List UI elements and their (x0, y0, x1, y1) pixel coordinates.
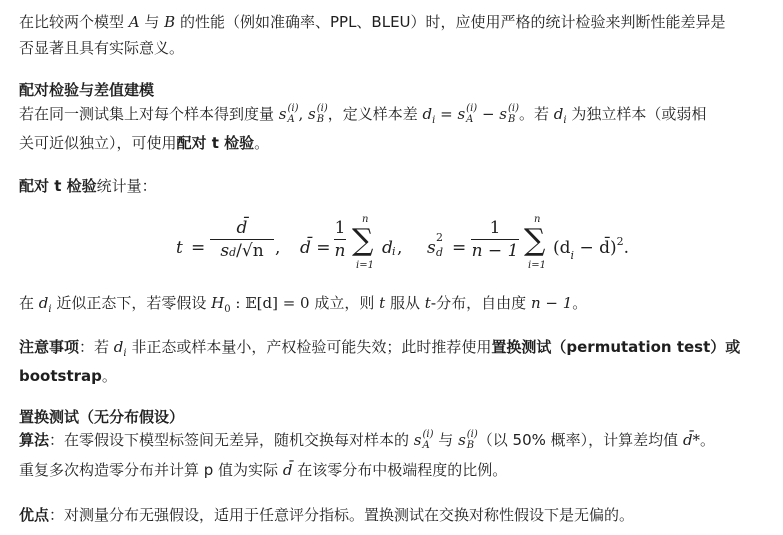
heading-paired-test: 配对检验与差值建模 (19, 81, 155, 99)
math-B: B (164, 13, 176, 31)
fraction-1-over-n-minus-1: 1 n − 1 (471, 218, 519, 261)
notes-line-1: 注意事项：若 $d_i$ 非正态或样本量小，产权检验可能失效；此时推荐使用置换测试（permutation test）或 (19, 338, 741, 359)
paired-para-line-1: 若在同一测试集上对每个样本得到度量 s (i) A , s (i) B ，定义样本差 $d_i = s$ (i) A − s (i) B 。若 $d_i$ 为独立样本（或弱相 (19, 103, 707, 126)
ttest-label: 配对 t 检验统计量： (19, 177, 157, 195)
permutation-line-2: 重复多次构造零分布并计算 p 值为实际 d̄ 在该零分布中极端程度的比例。 (19, 461, 508, 479)
ttest-explanation: 在 $d_i$ 近似正态下，若零假设 $H_0$ : 𝔼[d] = 0 成立，则 t 服从 t-分布，自由度 n − 1。 (19, 294, 588, 315)
permutation-line-1: 算法：在零假设下模型标签间无差异，随机交换每对样本的 s (i) A 与 s (i) B （以 50% 概率），计算差均值 d̄*。 (19, 429, 716, 451)
heading-permutation-test: 置换测试（无分布假设） (19, 408, 185, 426)
math-A: A (128, 13, 140, 31)
fraction-t: d̄ sd/√n (210, 218, 274, 263)
intro-line-2: 否显著且具有实际意义。 (19, 39, 185, 57)
advantages-line: 优点：对测量分布无强假设，适用于任意评分指标。置换测试在交换对称性假设下是无偏的。 (19, 506, 635, 524)
sum-symbol-2: ∑ (524, 223, 546, 258)
ttest-formula: t = d̄ sd/√n , d̄ = 1 n n ∑ i=1 d i , s 2 d = 1 n − 1 n ∑ i=1 ($d_i$ − d̄)$^2$. (176, 214, 630, 271)
paired-para-line-2: 关可近似独立），可使用配对 t 检验。 (19, 134, 270, 152)
sum-symbol-1: ∑ (352, 223, 374, 258)
fraction-1-over-n: 1 n (334, 218, 346, 261)
intro-line-1: 在比较两个模型 A 与 B 的性能（例如准确率、PPL、BLEU）时，应使用严格的统计检验来判断性能差异是 (19, 13, 726, 31)
notes-line-2: bootstrap。 (19, 367, 117, 385)
